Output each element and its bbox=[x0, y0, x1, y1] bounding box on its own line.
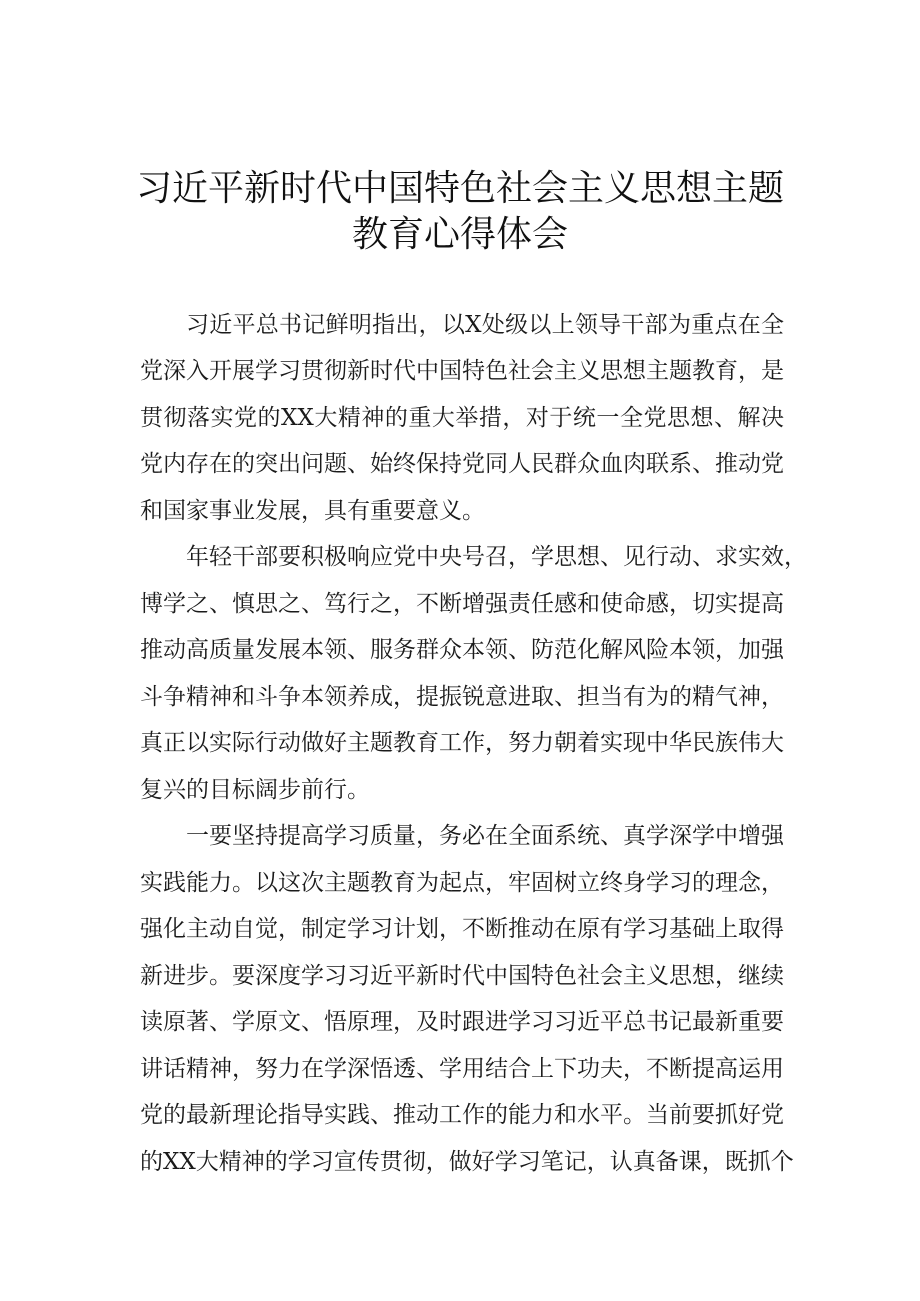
document-title-line-1: 习近平新时代中国特色社会主义思想主题 bbox=[135, 168, 784, 209]
text-line: 强化主动自觉，制定学习计划，不断推动在原有学习基础上取得 bbox=[140, 916, 784, 942]
text-line: 复兴的目标阔步前行。 bbox=[140, 777, 370, 803]
text-line: 博学之、慎思之、笃行之，不断增强责任感和使命感，切实提高 bbox=[140, 591, 784, 617]
text-line: 斗争精神和斗争本领养成，提振锐意进取、担当有为的精气神， bbox=[140, 684, 784, 710]
text-line: 党深入开展学习贯彻新时代中国特色社会主义思想主题教育，是 bbox=[140, 358, 784, 384]
text-line: 实践能力。以这次主题教育为起点，牢固树立终身学习的理念， bbox=[140, 870, 784, 896]
text-line: 和国家事业发展，具有重要意义。 bbox=[140, 498, 485, 524]
text-line: 新进步。要深度学习习近平新时代中国特色社会主义思想，继续 bbox=[140, 963, 784, 989]
document-title-line-2: 教育心得体会 bbox=[351, 214, 568, 255]
text-line: 真正以实际行动做好主题教育工作，努力朝着实现中华民族伟大 bbox=[140, 730, 784, 756]
text-line: 习近平总书记鲜明指出，以X处级以上领导干部为重点在全 bbox=[186, 312, 784, 338]
text-line: 讲话精神，努力在学深悟透、学用结合上下功夫，不断提高运用 bbox=[140, 1056, 784, 1082]
text-line: 一要坚持提高学习质量，务必在全面系统、真学深学中增强 bbox=[186, 823, 784, 849]
text-line: 读原著、学原文、悟原理，及时跟进学习习近平总书记最新重要 bbox=[140, 1009, 784, 1035]
text-line: 推动高质量发展本领、服务群众本领、防范化解风险本领，加强 bbox=[140, 637, 784, 663]
text-line: 党的最新理论指导实践、推动工作的能力和水平。当前要抓好党 bbox=[140, 1102, 784, 1128]
text-line: 贯彻落实党的XX大精神的重大举措，对于统一全党思想、解决 bbox=[140, 405, 784, 431]
text-line: 年轻干部要积极响应党中央号召，学思想、见行动、求实效， bbox=[186, 544, 807, 570]
text-line: 党内存在的突出问题、始终保持党同人民群众血肉联系、推动党 bbox=[140, 451, 784, 477]
text-line: 的XX大精神的学习宣传贯彻，做好学习笔记，认真备课，既抓个 bbox=[140, 1149, 794, 1175]
